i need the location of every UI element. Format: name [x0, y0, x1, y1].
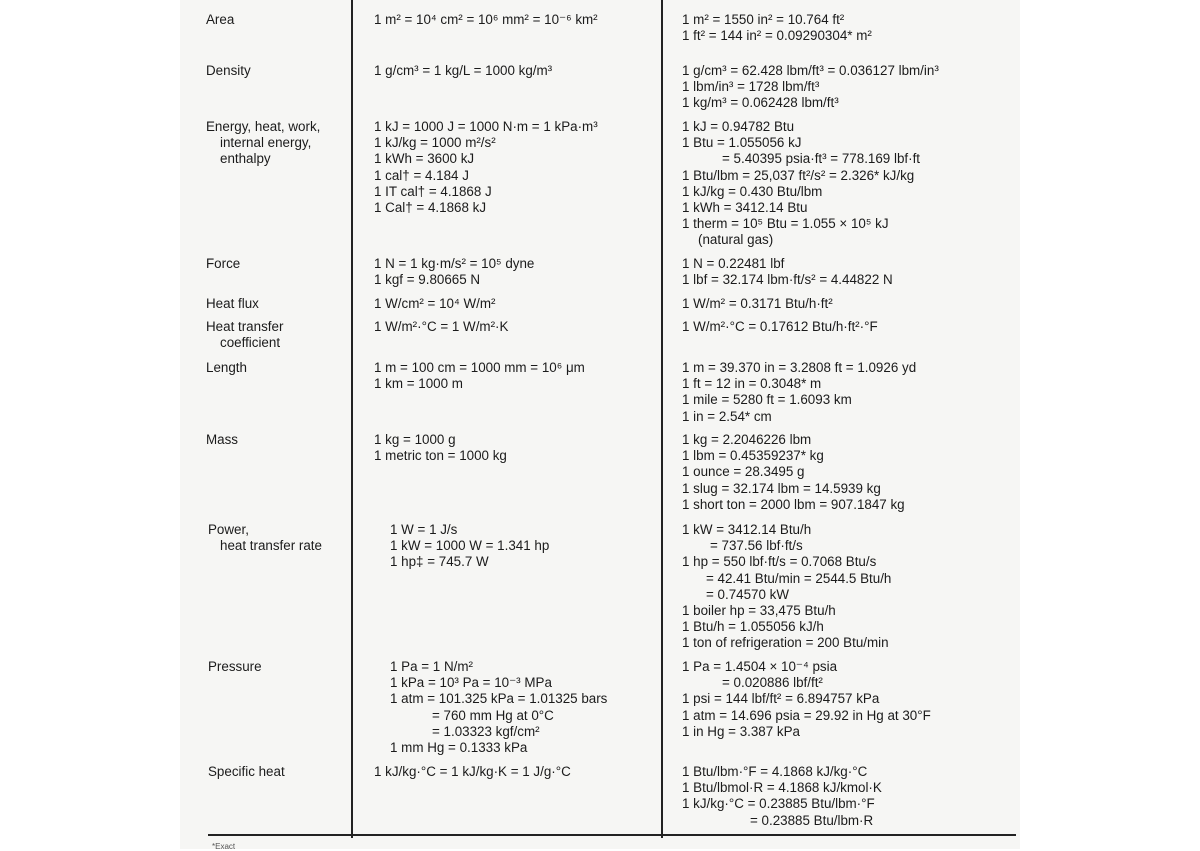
english-cell — [682, 432, 905, 513]
english-cell-line: 1 Pa = 1.4504 × 10⁻⁴ psia — [682, 659, 838, 674]
english-cell-line: 1 psi = 144 lbf/ft² = 6.894757 kPa — [682, 691, 880, 707]
si-cell-line: 1 km = 1000 m — [374, 376, 463, 392]
si-cell-line: 1 metric ton = 1000 kg — [374, 448, 507, 464]
english-cell-line: 1 short ton = 2000 lbm = 907.1847 kg — [682, 496, 905, 512]
english-cell-line: 1 in = 2.54* cm — [682, 408, 772, 424]
quantity-cell-line: Heat transfer — [206, 319, 284, 334]
english-cell-line: 1 W/m² = 0.3171 Btu/h·ft² — [682, 296, 833, 311]
quantity-cell-line: heat transfer rate — [220, 538, 322, 554]
si-cell-line: 1 W/cm² = 10⁴ W/m² — [374, 296, 496, 311]
quantity-cell — [206, 256, 240, 272]
english-cell-line: 1 Btu = 1.055056 kJ — [682, 135, 802, 151]
quantity-cell-line: Heat flux — [206, 296, 259, 311]
si-cell — [374, 296, 495, 312]
quantity-cell-line: Density — [206, 63, 251, 78]
si-cell-line: 1 mm Hg = 0.1333 kPa — [390, 740, 528, 756]
english-cell — [682, 522, 891, 652]
english-cell-line: = 0.23885 Btu/lbm·R — [750, 812, 874, 828]
si-cell — [374, 119, 598, 216]
si-cell-line: 1 kJ/kg = 1000 m²/s² — [374, 135, 496, 151]
english-cell-line: 1 kJ = 0.94782 Btu — [682, 119, 795, 134]
si-cell — [374, 659, 607, 756]
english-cell-line: 1 Btu/h = 1.055056 kJ/h — [682, 619, 824, 635]
quantity-cell-line: Area — [206, 12, 235, 27]
si-cell-line: 1 cal† = 4.184 J — [374, 167, 469, 183]
quantity-cell — [206, 360, 247, 376]
english-cell-line: 1 W/m²·°C = 0.17612 Btu/h·ft²·°F — [682, 319, 878, 334]
english-cell-line: 1 N = 0.22481 lbf — [682, 256, 785, 271]
quantity-cell-line: Length — [206, 360, 247, 375]
si-cell-line: 1 m² = 10⁴ cm² = 10⁶ mm² = 10⁻⁶ km² — [374, 12, 598, 27]
table-bottom-rule — [208, 834, 1016, 836]
si-cell-line: 1 kW = 1000 W = 1.341 hp — [390, 538, 550, 554]
english-cell — [682, 63, 939, 112]
si-cell-line: 1 hp‡ = 745.7 W — [390, 554, 489, 570]
english-cell-line: = 5.40395 psia·ft³ = 778.169 lbf·ft — [722, 151, 921, 167]
english-cell — [682, 296, 833, 312]
english-cell-line: = 737.56 lbf·ft/s — [710, 538, 803, 554]
english-cell-line: 1 kg/m³ = 0.062428 lbm/ft³ — [682, 95, 839, 111]
si-cell-line: 1 N = 1 kg·m/s² = 10⁵ dyne — [374, 256, 535, 271]
english-cell-line: 1 ton of refrigeration = 200 Btu/min — [682, 635, 889, 651]
si-cell — [374, 12, 598, 28]
si-cell — [374, 764, 571, 780]
si-cell-line: 1 W = 1 J/s — [390, 522, 458, 537]
english-cell — [682, 360, 916, 425]
footnote: *Exact — [212, 842, 236, 851]
quantity-cell-line: Force — [206, 256, 241, 271]
quantity-cell — [206, 12, 234, 28]
english-cell — [682, 256, 893, 288]
si-cell-line: = 1.03323 kgf/cm² — [432, 723, 540, 739]
english-cell-line: 1 m² = 1550 in² = 10.764 ft² — [682, 12, 845, 27]
english-cell — [682, 319, 878, 335]
english-cell-line: 1 mile = 5280 ft = 1.6093 km — [682, 392, 852, 408]
si-cell — [374, 522, 549, 571]
english-cell-line: = 0.020886 lbf/ft² — [722, 675, 823, 691]
english-cell-line: 1 kg = 2.2046226 lbm — [682, 432, 812, 447]
quantity-cell — [206, 764, 285, 780]
english-cell-line: 1 Btu/lbmol·R = 4.1868 kJ/kmol·K — [682, 780, 882, 796]
english-cell-line: 1 lbm = 0.45359237* kg — [682, 448, 824, 464]
quantity-cell — [206, 659, 262, 675]
english-cell-line: 1 ft² = 144 in² = 0.09290304* m² — [682, 28, 872, 44]
english-cell — [682, 12, 872, 44]
column-divider-left — [351, 0, 353, 838]
si-cell-line: 1 Pa = 1 N/m² — [390, 659, 473, 674]
english-cell-line: 1 kWh = 3412.14 Btu — [682, 200, 808, 216]
quantity-cell — [206, 319, 283, 351]
english-cell — [682, 119, 920, 249]
english-cell-line: 1 ounce = 28.3495 g — [682, 464, 805, 480]
quantity-cell — [206, 296, 259, 312]
english-cell-line: 1 kW = 3412.14 Btu/h — [682, 522, 812, 537]
english-cell-line: 1 lbm/in³ = 1728 lbm/ft³ — [682, 79, 820, 95]
si-cell — [374, 256, 534, 288]
si-cell-line: = 760 mm Hg at 0°C — [432, 707, 554, 723]
english-cell-line: 1 ft = 12 in = 0.3048* m — [682, 376, 822, 392]
quantity-cell-line: internal energy, — [220, 135, 312, 151]
quantity-cell — [206, 63, 251, 79]
english-cell-line: 1 atm = 14.696 psia = 29.92 in Hg at 30°F — [682, 707, 931, 723]
english-cell — [682, 764, 882, 829]
si-cell — [374, 63, 552, 79]
si-cell-line: 1 kg = 1000 g — [374, 432, 456, 447]
english-cell-line: 1 lbf = 32.174 lbm·ft/s² = 4.44822 N — [682, 272, 893, 288]
quantity-cell-line: Energy, heat, work, — [206, 119, 321, 134]
quantity-cell — [206, 432, 238, 448]
quantity-cell-line: Mass — [206, 432, 238, 447]
quantity-cell-line: Pressure — [208, 659, 262, 674]
si-cell-line: 1 Cal† = 4.1868 kJ — [374, 200, 487, 216]
quantity-cell-line: coefficient — [220, 335, 281, 351]
english-cell-line: 1 Btu/lbm·°F = 4.1868 kJ/kg·°C — [682, 764, 868, 779]
english-cell-line: 1 Btu/lbm = 25,037 ft²/s² = 2.326* kJ/kg — [682, 167, 915, 183]
si-cell-line: 1 m = 100 cm = 1000 mm = 10⁶ μm — [374, 360, 585, 375]
si-cell-line: 1 kJ/kg·°C = 1 kJ/kg·K = 1 J/g·°C — [374, 764, 571, 779]
english-cell-line: 1 m = 39.370 in = 3.2808 ft = 1.0926 yd — [682, 360, 917, 375]
quantity-cell — [206, 119, 320, 168]
si-cell-line: 1 kgf = 9.80665 N — [374, 272, 481, 288]
si-cell-line: 1 kPa = 10³ Pa = 10⁻³ MPa — [390, 675, 552, 691]
si-cell — [374, 432, 507, 464]
english-cell-line: = 42.41 Btu/min = 2544.5 Btu/h — [706, 570, 892, 586]
quantity-cell-line: Specific heat — [208, 764, 285, 779]
english-cell-line: 1 slug = 32.174 lbm = 14.5939 kg — [682, 480, 881, 496]
si-cell-line: 1 g/cm³ = 1 kg/L = 1000 kg/m³ — [374, 63, 553, 78]
english-cell-line: 1 g/cm³ = 62.428 lbm/ft³ = 0.036127 lbm/in³ — [682, 63, 939, 78]
si-cell — [374, 360, 585, 392]
si-cell-line: 1 atm = 101.325 kPa = 1.01325 bars — [390, 691, 608, 707]
english-cell-line: 1 therm = 10⁵ Btu = 1.055 × 10⁵ kJ — [682, 216, 889, 232]
si-cell-line: 1 W/m²·°C = 1 W/m²·K — [374, 319, 509, 334]
si-cell — [374, 319, 508, 335]
quantity-cell-line: Power, — [208, 522, 249, 537]
quantity-cell-line: enthalpy — [220, 151, 271, 167]
si-cell-line: 1 kJ = 1000 J = 1000 N·m = 1 kPa·m³ — [374, 119, 598, 134]
english-cell — [682, 659, 931, 740]
english-cell-line: 1 in Hg = 3.387 kPa — [682, 723, 800, 739]
si-cell-line: 1 kWh = 3600 kJ — [374, 151, 475, 167]
si-cell-line: 1 IT cal† = 4.1868 J — [374, 183, 492, 199]
english-cell-line: 1 kJ/kg·°C = 0.23885 Btu/lbm·°F — [682, 796, 875, 812]
english-cell-line: 1 kJ/kg = 0.430 Btu/lbm — [682, 183, 823, 199]
english-cell-line: = 0.74570 kW — [706, 586, 789, 602]
quantity-cell — [206, 522, 322, 554]
english-cell-line: 1 boiler hp = 33,475 Btu/h — [682, 603, 836, 619]
english-cell-line: 1 hp = 550 lbf·ft/s = 0.7068 Btu/s — [682, 554, 877, 570]
english-cell-line: (natural gas) — [698, 232, 774, 248]
column-divider-right — [661, 0, 663, 838]
